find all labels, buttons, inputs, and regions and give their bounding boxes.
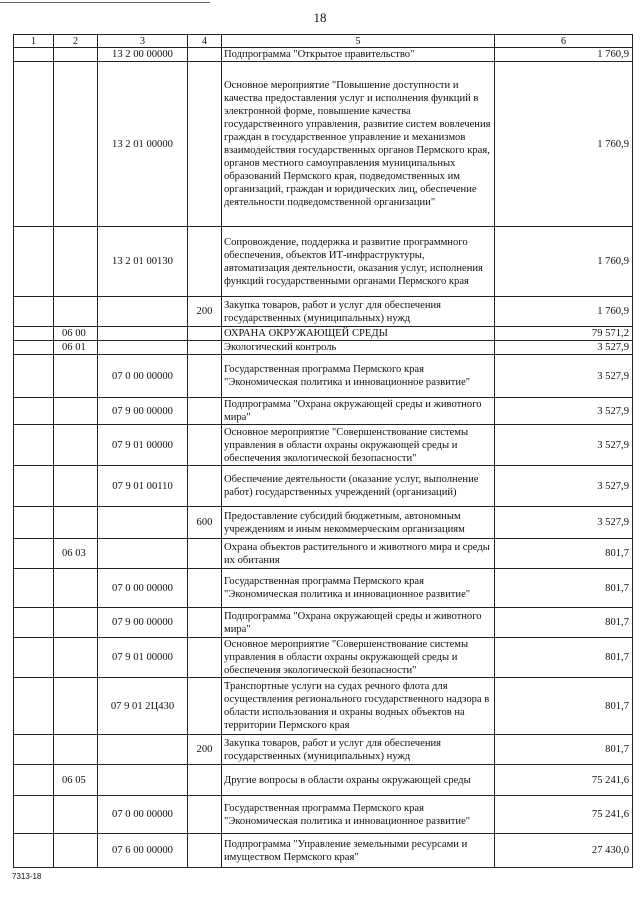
cell-c1 bbox=[14, 425, 54, 466]
table-body bbox=[14, 48, 633, 868]
cell-c5: Закупка товаров, работ и услуг для обеспечения государственных (муниципальных) нужд bbox=[222, 735, 495, 765]
table-row bbox=[14, 796, 633, 834]
cell-c5: Транспортные услуги на судах речного флота для осуществления регионального государственного надзора в области использования и охраны водных объектов на территории Пермского края bbox=[222, 678, 495, 735]
table-row bbox=[14, 608, 633, 638]
cell-c2 bbox=[54, 227, 98, 297]
cell-c6: 27 430,0 bbox=[495, 834, 633, 868]
cell-c3: 07 0 00 00000 bbox=[98, 796, 188, 834]
table-row bbox=[14, 834, 633, 868]
cell-c4 bbox=[188, 398, 222, 425]
cell-c1 bbox=[14, 62, 54, 227]
table-row bbox=[14, 735, 633, 765]
cell-c1 bbox=[14, 539, 54, 569]
cell-c6: 3 527,9 bbox=[495, 341, 633, 355]
cell-c2 bbox=[54, 355, 98, 398]
table-row bbox=[14, 48, 633, 62]
cell-c6: 801,7 bbox=[495, 608, 633, 638]
cell-c6: 801,7 bbox=[495, 539, 633, 569]
cell-c5: Охрана объектов растительного и животного мира и среды их обитания bbox=[222, 539, 495, 569]
cell-c3: 07 9 00 00000 bbox=[98, 398, 188, 425]
cell-c2 bbox=[54, 297, 98, 327]
table-row bbox=[14, 539, 633, 569]
cell-c3 bbox=[98, 539, 188, 569]
cell-c1 bbox=[14, 834, 54, 868]
header-row bbox=[14, 35, 633, 48]
cell-c4: 200 bbox=[188, 297, 222, 327]
cell-c4 bbox=[188, 355, 222, 398]
cell-c5: Подпрограмма "Охрана окружающей среды и животного мира" bbox=[222, 398, 495, 425]
cell-c5: Основное мероприятие "Совершенствование системы управления в области охраны окружающей среды и обеспечения экологической безопасности" bbox=[222, 638, 495, 678]
cell-c6: 1 760,9 bbox=[495, 297, 633, 327]
cell-c4 bbox=[188, 569, 222, 608]
cell-c5: Государственная программа Пермского края "Экономическая политика и инновационное развитие" bbox=[222, 796, 495, 834]
cell-c6: 801,7 bbox=[495, 638, 633, 678]
page-number: 18 bbox=[313, 10, 327, 25]
cell-c4: 600 bbox=[188, 507, 222, 539]
cell-c1 bbox=[14, 796, 54, 834]
cell-c2 bbox=[54, 569, 98, 608]
cell-c2 bbox=[54, 466, 98, 507]
table-row bbox=[14, 678, 633, 735]
cell-c3 bbox=[98, 765, 188, 796]
cell-c1 bbox=[14, 355, 54, 398]
column-header-4: 4 bbox=[188, 35, 222, 48]
cell-c5: Государственная программа Пермского края "Экономическая политика и инновационное развитие" bbox=[222, 355, 495, 398]
cell-c4 bbox=[188, 425, 222, 466]
cell-c5: Экологический контроль bbox=[222, 341, 495, 355]
column-header-1: 1 bbox=[14, 35, 54, 48]
table-row bbox=[14, 297, 633, 327]
cell-c2 bbox=[54, 398, 98, 425]
cell-c1 bbox=[14, 297, 54, 327]
cell-c4: 200 bbox=[188, 735, 222, 765]
cell-c4 bbox=[188, 62, 222, 227]
cell-c1 bbox=[14, 466, 54, 507]
cell-c6: 1 760,9 bbox=[495, 227, 633, 297]
cell-c4 bbox=[188, 227, 222, 297]
cell-c3: 07 9 01 00110 bbox=[98, 466, 188, 507]
cell-c3 bbox=[98, 735, 188, 765]
cell-c5: Сопровождение, поддержка и развитие программного обеспечения, объектов ИТ-инфраструктуры, автоматизация деятельности, оказания услуг, исполнения функций государственными органами Пермского края bbox=[222, 227, 495, 297]
cell-c6: 3 527,9 bbox=[495, 398, 633, 425]
cell-c6: 801,7 bbox=[495, 678, 633, 735]
cell-c2 bbox=[54, 48, 98, 62]
cell-c4 bbox=[188, 341, 222, 355]
cell-c1 bbox=[14, 507, 54, 539]
cell-c1 bbox=[14, 327, 54, 341]
cell-c1 bbox=[14, 608, 54, 638]
budget-table bbox=[13, 34, 633, 868]
cell-c4 bbox=[188, 678, 222, 735]
cell-c4 bbox=[188, 638, 222, 678]
cell-c2 bbox=[54, 638, 98, 678]
cell-c2 bbox=[54, 608, 98, 638]
cell-c4 bbox=[188, 466, 222, 507]
cell-c1 bbox=[14, 398, 54, 425]
table-row bbox=[14, 466, 633, 507]
column-header-5: 5 bbox=[222, 35, 495, 48]
column-header-6: 6 bbox=[495, 35, 633, 48]
cell-c6: 3 527,9 bbox=[495, 355, 633, 398]
footer-code: 7313-18 bbox=[12, 872, 42, 881]
cell-c2 bbox=[54, 425, 98, 466]
table-row bbox=[14, 765, 633, 796]
cell-c4 bbox=[188, 539, 222, 569]
cell-c5: Подпрограмма "Открытое правительство" bbox=[222, 48, 495, 62]
cell-c6: 75 241,6 bbox=[495, 765, 633, 796]
cell-c5: Обеспечение деятельности (оказание услуг, выполнение работ) государственных учреждений (организаций) bbox=[222, 466, 495, 507]
cell-c5: Закупка товаров, работ и услуг для обеспечения государственных (муниципальных) нужд bbox=[222, 297, 495, 327]
cell-c3: 07 9 01 00000 bbox=[98, 638, 188, 678]
cell-c5: ОХРАНА ОКРУЖАЮЩЕЙ СРЕДЫ bbox=[222, 327, 495, 341]
cell-c3: 13 2 01 00130 bbox=[98, 227, 188, 297]
cell-c4 bbox=[188, 327, 222, 341]
cell-c6: 1 760,9 bbox=[495, 62, 633, 227]
cell-c1 bbox=[14, 735, 54, 765]
cell-c2: 06 03 bbox=[54, 539, 98, 569]
cell-c5: Государственная программа Пермского края "Экономическая политика и инновационное развитие" bbox=[222, 569, 495, 608]
cell-c6: 75 241,6 bbox=[495, 796, 633, 834]
table-row bbox=[14, 638, 633, 678]
cell-c6: 3 527,9 bbox=[495, 466, 633, 507]
cell-c3 bbox=[98, 341, 188, 355]
cell-c1 bbox=[14, 765, 54, 796]
cell-c3 bbox=[98, 507, 188, 539]
cell-c3: 07 0 00 00000 bbox=[98, 355, 188, 398]
top-rule bbox=[0, 2, 210, 3]
cell-c1 bbox=[14, 48, 54, 62]
cell-c6: 801,7 bbox=[495, 569, 633, 608]
cell-c1 bbox=[14, 569, 54, 608]
table-row bbox=[14, 355, 633, 398]
cell-c6: 1 760,9 bbox=[495, 48, 633, 62]
cell-c5: Другие вопросы в области охраны окружающей среды bbox=[222, 765, 495, 796]
cell-c2 bbox=[54, 834, 98, 868]
cell-c5: Подпрограмма "Охрана окружающей среды и животного мира" bbox=[222, 608, 495, 638]
table-row bbox=[14, 569, 633, 608]
cell-c5: Основное мероприятие "Повышение доступности и качества предоставления услуг и исполнения функций в электронной форме, повышение качества государственного управления, развитие систем вовлечения граждан в государственное управление и механизмов взаимодействия государственных органов Пермского края, органов местного самоуправления муниципальных образований Пермского края, подведомственных им организаций, граждан и юридических лиц, обеспечение деятельности подведомственной организации" bbox=[222, 62, 495, 227]
cell-c1 bbox=[14, 341, 54, 355]
cell-c3 bbox=[98, 297, 188, 327]
table-row bbox=[14, 398, 633, 425]
cell-c3: 07 9 01 00000 bbox=[98, 425, 188, 466]
cell-c1 bbox=[14, 678, 54, 735]
cell-c2: 06 01 bbox=[54, 341, 98, 355]
cell-c3: 07 9 00 00000 bbox=[98, 608, 188, 638]
table-row bbox=[14, 227, 633, 297]
cell-c6: 3 527,9 bbox=[495, 507, 633, 539]
cell-c6: 3 527,9 bbox=[495, 425, 633, 466]
cell-c4 bbox=[188, 608, 222, 638]
cell-c3: 07 0 00 00000 bbox=[98, 569, 188, 608]
table-row bbox=[14, 341, 633, 355]
table-row bbox=[14, 327, 633, 341]
table-row bbox=[14, 425, 633, 466]
cell-c1 bbox=[14, 227, 54, 297]
cell-c6: 79 571,2 bbox=[495, 327, 633, 341]
cell-c3: 07 6 00 00000 bbox=[98, 834, 188, 868]
cell-c2: 06 05 bbox=[54, 765, 98, 796]
cell-c3: 13 2 01 00000 bbox=[98, 62, 188, 227]
cell-c5: Подпрограмма "Управление земельными ресурсами и имуществом Пермского края" bbox=[222, 834, 495, 868]
column-header-2: 2 bbox=[54, 35, 98, 48]
cell-c2 bbox=[54, 62, 98, 227]
cell-c2 bbox=[54, 796, 98, 834]
column-header-3: 3 bbox=[98, 35, 188, 48]
cell-c4 bbox=[188, 834, 222, 868]
cell-c2 bbox=[54, 507, 98, 539]
cell-c6: 801,7 bbox=[495, 735, 633, 765]
cell-c1 bbox=[14, 638, 54, 678]
cell-c2 bbox=[54, 735, 98, 765]
cell-c3 bbox=[98, 327, 188, 341]
cell-c4 bbox=[188, 796, 222, 834]
cell-c5: Основное мероприятие "Совершенствование системы управления в области охраны окружающей среды и обеспечения экологической безопасности" bbox=[222, 425, 495, 466]
cell-c3: 13 2 00 00000 bbox=[98, 48, 188, 62]
cell-c2 bbox=[54, 678, 98, 735]
cell-c4 bbox=[188, 765, 222, 796]
cell-c5: Предоставление субсидий бюджетным, автономным учреждениям и иным некоммерческим организациям bbox=[222, 507, 495, 539]
table-row bbox=[14, 62, 633, 227]
cell-c3: 07 9 01 2Ц430 bbox=[98, 678, 188, 735]
table-row bbox=[14, 507, 633, 539]
cell-c4 bbox=[188, 48, 222, 62]
cell-c2: 06 00 bbox=[54, 327, 98, 341]
